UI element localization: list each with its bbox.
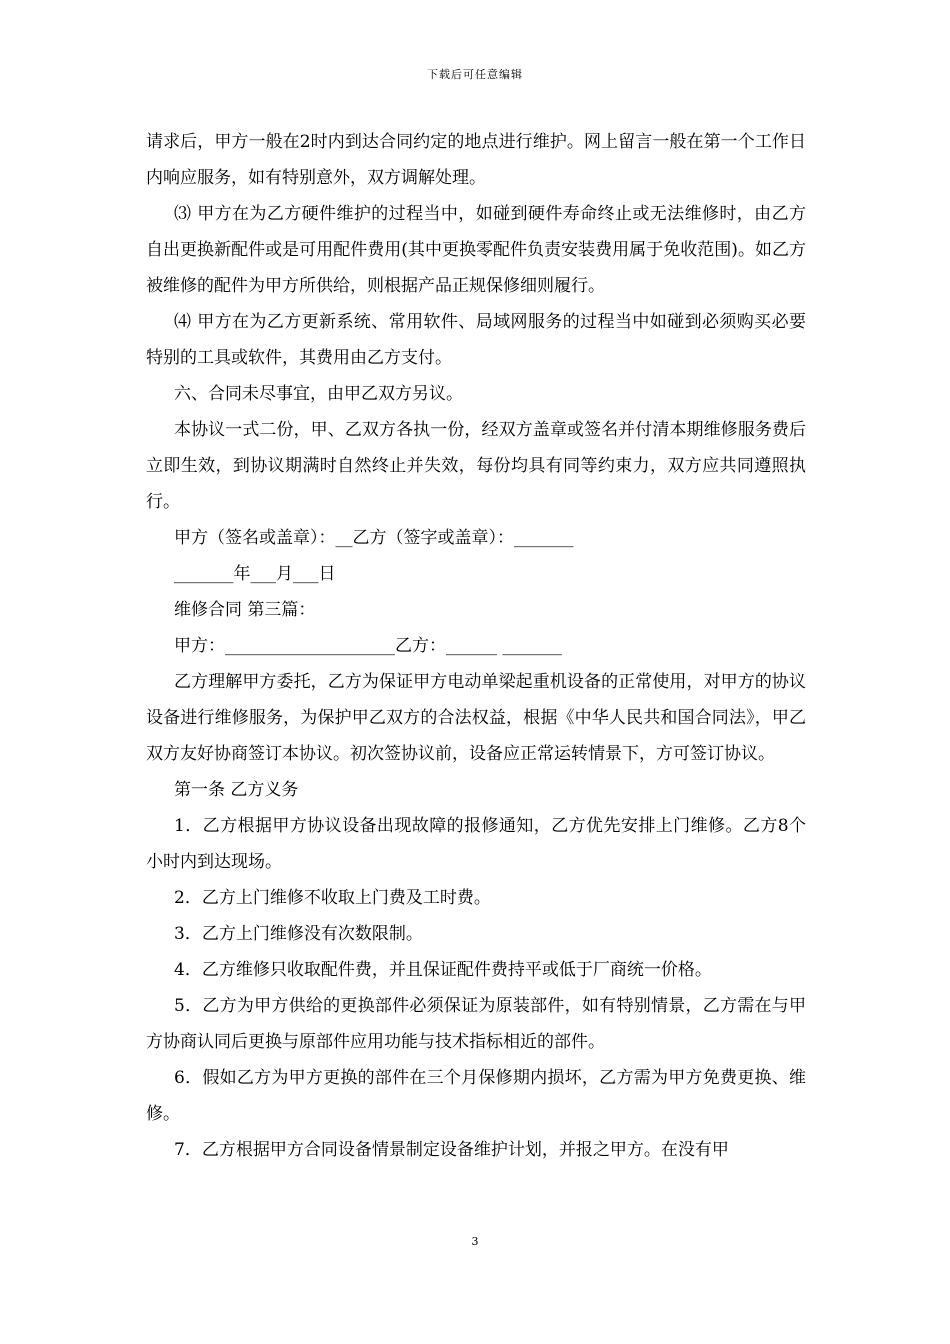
document-body <box>146 124 806 1168</box>
article-heading: 第一条 乙方义务 <box>174 780 299 800</box>
paragraph-1: 请求后，甲方一般在2时内到达合同约定的地点进行维护。网上留言一般在第一个工作日内响应服务，如有特别意外，双方调解处理。 <box>146 132 806 188</box>
clause-5: 5．乙方为甲方供给的更换部件必须保证为原装部件，如有特别情景，乙方需在与甲方协商认同后更换与原部件应用功能与技术指标相近的部件。 <box>146 996 806 1052</box>
signature-line: 甲方（签名或盖章）：__乙方（签字或盖章）：_______ <box>174 528 574 548</box>
paragraph-2: ⑶ 甲方在为乙方硬件维护的过程当中，如碰到硬件寿命终止或无法维修时，由乙方自出更换新配件或是可用配件费用(其中更换零配件负责安装费用属于免收范围)。如乙方被维修的配件为甲方所供给，则根据产品正规保修细则履行。 <box>146 204 806 296</box>
page-number: 3 <box>471 1235 479 1248</box>
paragraph-3: ⑷ 甲方在为乙方更新系统、常用软件、局域网服务的过程当中如碰到必须购买必要特别的工具或软件，其费用由乙方支付。 <box>146 312 806 368</box>
page-header-note: 下载后可任意编辑 <box>427 68 523 81</box>
clause-7: 7．乙方根据甲方合同设备情景制定设备维护计划，并报之甲方。在没有甲 <box>174 1140 729 1160</box>
paragraph-4: 六、合同未尽事宜，由甲乙双方另议。 <box>174 384 463 404</box>
clause-6: 6．假如乙方为甲方更换的部件在三个月保修期内损坏，乙方需为甲方免费更换、维修。 <box>146 1068 806 1124</box>
clause-1: 1．乙方根据甲方协议设备出现故障的报修通知，乙方优先安排上门维修。乙方8个小时内到达现场。 <box>146 816 806 872</box>
paragraph-5: 本协议一式二份，甲、乙双方各执一份，经双方盖章或签名并付清本期维修服务费后立即生效，到协议期满时自然终止并失效，每份均具有同等约束力，双方应共同遵照执行。 <box>146 420 806 512</box>
clause-3: 3．乙方上门维修没有次数限制。 <box>174 924 423 944</box>
clause-4: 4．乙方维修只收取配件费，并且保证配件费持平或低于厂商统一价格。 <box>174 960 712 980</box>
parties-line: 甲方：____________________乙方：______ _______ <box>174 636 562 656</box>
date-line: _______年___月___日 <box>174 564 336 584</box>
paragraph-intro: 乙方理解甲方委托，乙方为保证甲方电动单梁起重机设备的正常使用，对甲方的协议设备进行维修服务，为保护甲乙双方的合法权益，根据《中华人民共和国合同法》，甲乙双方友好协商签订本协议。初次签协议前，设备应正常运转情景下，方可签订协议。 <box>146 672 806 764</box>
clause-2: 2．乙方上门维修不收取上门费及工时费。 <box>174 888 491 908</box>
section-title: 维修合同 第三篇： <box>174 600 316 620</box>
